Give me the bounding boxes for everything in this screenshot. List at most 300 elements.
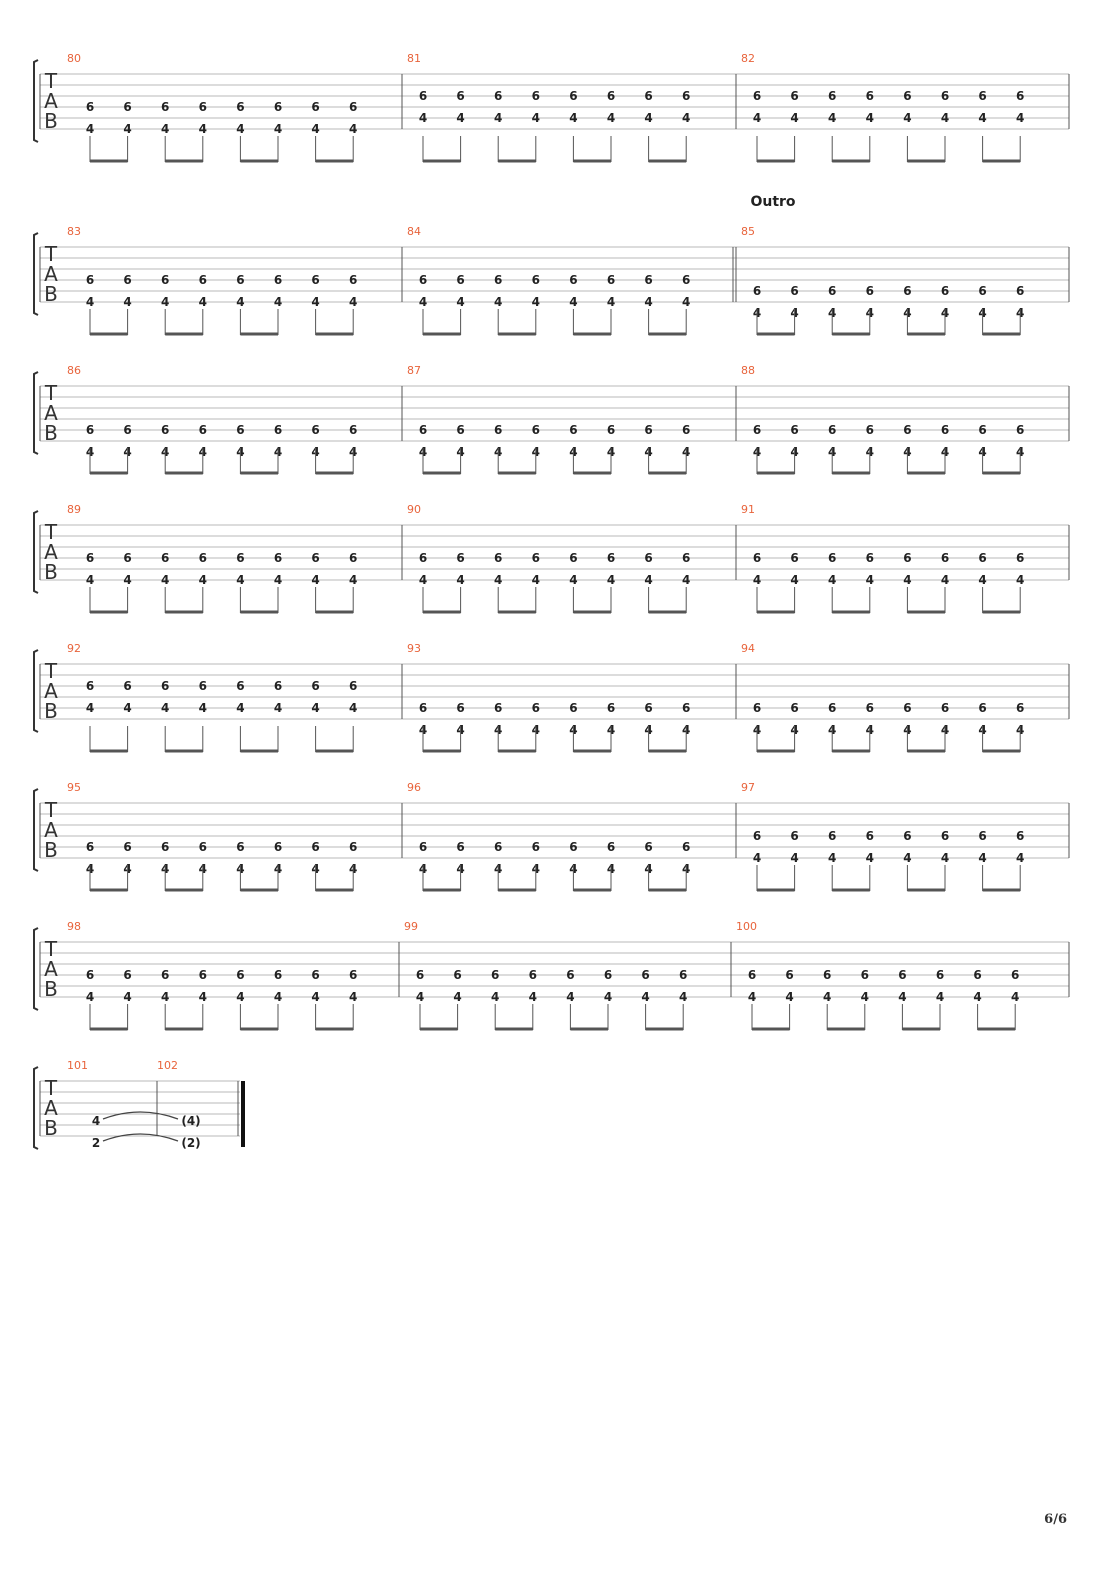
fret-number: 4: [903, 573, 912, 587]
measure-number: 93: [407, 642, 421, 655]
fret-number: 6: [236, 273, 245, 287]
fret-number: 4: [978, 851, 987, 865]
system-bracket: [34, 233, 38, 315]
fret-number: 4: [569, 445, 578, 459]
tab-clef-letter: B: [44, 838, 58, 862]
fret-number: 4: [828, 573, 837, 587]
fret-number: 4: [752, 573, 762, 587]
fret-number: 6: [453, 968, 462, 982]
measure-number: 102: [157, 1059, 178, 1072]
fret-number: 6: [644, 273, 653, 287]
fret-number: 6: [1016, 551, 1025, 565]
fret-number: 4: [236, 295, 245, 309]
fret-number: 4: [752, 306, 762, 320]
fret-number: 6: [682, 423, 691, 437]
fret-number: 6: [531, 840, 540, 854]
fret-number: 6: [236, 100, 245, 114]
fret-number: 6: [603, 968, 613, 982]
fret-number: 4: [940, 723, 950, 737]
fret-number: 6: [311, 968, 320, 982]
fret-number: 4: [198, 122, 207, 136]
fret-number: 4: [978, 111, 987, 125]
fret-number: 4: [123, 862, 132, 876]
fret-number: 4: [865, 851, 874, 865]
fret-number: 4: [978, 573, 987, 587]
fret-number: 6: [456, 701, 465, 715]
fret-number: 6: [569, 89, 578, 103]
measure-number: 87: [407, 364, 421, 377]
fret-number: 6: [311, 551, 320, 565]
fret-number: 6: [236, 423, 245, 437]
fret-number: 4: [566, 990, 575, 1004]
section-label-outro: Outro: [750, 194, 796, 210]
fret-number: 4: [1011, 990, 1020, 1004]
fret-number: 4: [790, 851, 799, 865]
tab-clef-letter: T: [44, 798, 58, 822]
fret-number: 4: [528, 990, 537, 1004]
fret-number: 6: [494, 701, 503, 715]
fret-number: 6: [418, 701, 428, 715]
fret-number: 4: [236, 445, 245, 459]
fret-number: 4: [828, 723, 837, 737]
fret-number: 6: [456, 840, 465, 854]
fret-number: 6: [273, 840, 283, 854]
fret-number: 4: [198, 862, 207, 876]
fret-number: 6: [682, 840, 691, 854]
fret-number: 6: [752, 701, 762, 715]
fret-number: 6: [860, 968, 869, 982]
fret-number: 4: [236, 990, 245, 1004]
fret-number: 4: [456, 295, 465, 309]
fret-number: 6: [494, 840, 503, 854]
fret-number: 6: [123, 273, 132, 287]
fret-number: 4: [161, 701, 170, 715]
fret-number: 4: [531, 445, 540, 459]
fret-number: 4: [679, 990, 688, 1004]
fret-number: 4: [236, 862, 245, 876]
fret-number: 4: [569, 295, 578, 309]
fret-number: 4: [973, 990, 982, 1004]
tab-clef-letter: T: [44, 69, 58, 93]
fret-number: 4: [531, 573, 540, 587]
fret-number: 6: [606, 701, 616, 715]
fret-number: 4: [752, 111, 762, 125]
fret-number: 4: [494, 445, 503, 459]
fret-number: 6: [747, 968, 757, 982]
fret-number: 6: [349, 679, 358, 693]
fret-number: 6: [682, 273, 691, 287]
fret-number: 6: [123, 840, 132, 854]
fret-number: 4: [161, 573, 170, 587]
fret-number: 4: [349, 862, 358, 876]
fret-number: 6: [569, 701, 578, 715]
fret-number: 4: [531, 723, 540, 737]
fret-number: 4: [349, 122, 358, 136]
fret-number: 6: [273, 273, 283, 287]
fret-number: 4: [418, 573, 428, 587]
fret-number: 6: [123, 423, 132, 437]
fret-number: 6: [161, 679, 170, 693]
fret-number: 4: [456, 111, 465, 125]
fret-number: 6: [682, 701, 691, 715]
fret-number: 6: [752, 829, 762, 843]
fret-number: 6: [456, 551, 465, 565]
fret-number: 4: [273, 122, 283, 136]
fret-number: 6: [828, 551, 837, 565]
fret-number: 6: [311, 679, 320, 693]
fret-number: 4: [494, 111, 503, 125]
measure-number: 81: [407, 52, 421, 65]
fret-number: 6: [236, 679, 245, 693]
fret-number: 4: [978, 723, 987, 737]
fret-number: 4: [311, 573, 320, 587]
fret-number: 6: [236, 840, 245, 854]
fret-number: 4: [940, 573, 950, 587]
tab-clef-letter: A: [44, 957, 58, 981]
final-thick-barline: [241, 1081, 245, 1147]
fret-number: 6: [349, 968, 358, 982]
fret-number: 6: [682, 89, 691, 103]
fret-number: 6: [123, 968, 132, 982]
fret-number: 6: [903, 284, 912, 298]
fret-number: 4: [644, 445, 653, 459]
fret-number: 6: [978, 551, 987, 565]
fret-number: 4: [903, 445, 912, 459]
tab-clef-letter: B: [44, 421, 58, 445]
fret-number: 6: [1016, 829, 1025, 843]
fret-number: 6: [606, 551, 616, 565]
fret-number: 6: [790, 701, 799, 715]
fret-number: 4: [494, 723, 503, 737]
fret-number: 6: [236, 968, 245, 982]
fret-number: 6: [790, 829, 799, 843]
fret-number: 4: [161, 295, 170, 309]
fret-number: 4: [903, 306, 912, 320]
fret-number: 4: [1016, 111, 1025, 125]
fret-number: 4: [311, 862, 320, 876]
fret-number: 4: [161, 122, 170, 136]
fret-number: 6: [1016, 423, 1025, 437]
fret-number: 6: [644, 840, 653, 854]
fret-number: 6: [641, 968, 650, 982]
fret-number: 6: [828, 89, 837, 103]
fret-number: 4: [161, 862, 170, 876]
fret-number: 4: [903, 723, 912, 737]
fret-number: 6: [311, 100, 320, 114]
fret-number: 6: [785, 968, 794, 982]
fret-number: 6: [418, 423, 428, 437]
fret-number: 6: [682, 551, 691, 565]
tab-system: [34, 642, 1069, 752]
fret-number: 6: [349, 551, 358, 565]
fret-number: 4: [606, 573, 616, 587]
fret-number: 6: [85, 423, 95, 437]
tab-clef-letter: B: [44, 977, 58, 1001]
fret-number: 6: [418, 89, 428, 103]
fret-number: 6: [828, 423, 837, 437]
fret-number: 4: [940, 111, 950, 125]
fret-number: 4: [418, 723, 428, 737]
tab-system: [34, 920, 1069, 1030]
fret-number: 4: [456, 573, 465, 587]
fret-number: 6: [940, 284, 950, 298]
fret-number: 6: [903, 423, 912, 437]
measure-number: 97: [741, 781, 755, 794]
fret-number: 4: [823, 990, 832, 1004]
fret-number: 4: [682, 445, 691, 459]
fret-number: 4: [85, 295, 95, 309]
fret-number: 4: [1016, 851, 1025, 865]
fret-number: 6: [978, 284, 987, 298]
system-bracket: [34, 511, 38, 593]
fret-number: 6: [85, 968, 95, 982]
fret-number: 6: [644, 551, 653, 565]
fret-number: 4: [606, 723, 616, 737]
fret-number: 4: [123, 573, 132, 587]
fret-number: 6: [865, 551, 874, 565]
fret-number: 4: [940, 445, 950, 459]
fret-number: 4: [85, 573, 95, 587]
fret-number: 4: [273, 445, 283, 459]
fret-number: 4: [606, 862, 616, 876]
fret-number: 6: [940, 829, 950, 843]
fret-number: 6: [569, 273, 578, 287]
fret-number: 4: [747, 990, 757, 1004]
fret-number: 6: [569, 551, 578, 565]
fret-number: 4: [198, 445, 207, 459]
fret-number: 6: [865, 829, 874, 843]
fret-number: 6: [606, 840, 616, 854]
tab-system: [34, 503, 1069, 613]
fret-number: 4: [790, 723, 799, 737]
fret-number: 6: [606, 89, 616, 103]
fret-number: 4: [790, 573, 799, 587]
system-bracket: [34, 650, 38, 732]
fret-number: 6: [311, 273, 320, 287]
fret-number: 4: [644, 573, 653, 587]
fret-number: 4: [860, 990, 869, 1004]
fret-number: 6: [123, 551, 132, 565]
fret-number: 6: [161, 100, 170, 114]
fret-number: 6: [828, 284, 837, 298]
fret-number: 6: [418, 551, 428, 565]
tied-fret-number: (4): [181, 1114, 201, 1128]
fret-number: 6: [494, 89, 503, 103]
fret-number: 6: [531, 551, 540, 565]
fret-number: 6: [198, 968, 207, 982]
fret-number: 4: [569, 862, 578, 876]
measure-number: 98: [67, 920, 81, 933]
fret-number: 4: [198, 295, 207, 309]
measure-number: 85: [741, 225, 755, 238]
fret-number: 6: [790, 89, 799, 103]
fret-number: 6: [790, 423, 799, 437]
measure-number: 82: [741, 52, 755, 65]
fret-number: 6: [790, 551, 799, 565]
fret-number: 6: [415, 968, 425, 982]
fret-number: 6: [494, 423, 503, 437]
fret-number: 4: [940, 306, 950, 320]
fret-number: 4: [1016, 573, 1025, 587]
fret-number: 4: [311, 445, 320, 459]
fret-number: 4: [903, 851, 912, 865]
fret-number: 4: [91, 1114, 101, 1128]
tab-clef-letter: A: [44, 540, 58, 564]
fret-number: 4: [273, 295, 283, 309]
measure-number: 90: [407, 503, 421, 516]
fret-number: 6: [123, 100, 132, 114]
system-bracket: [34, 789, 38, 871]
fret-number: 4: [273, 701, 283, 715]
fret-number: 6: [273, 551, 283, 565]
fret-number: 4: [85, 122, 95, 136]
fret-number: 4: [418, 111, 428, 125]
fret-number: 4: [85, 862, 95, 876]
fret-number: 4: [828, 851, 837, 865]
fret-number: 6: [273, 679, 283, 693]
tab-clef-letter: B: [44, 109, 58, 133]
tab-clef-letter: B: [44, 282, 58, 306]
fret-number: 6: [349, 273, 358, 287]
fret-number: 4: [161, 990, 170, 1004]
fret-number: 4: [606, 295, 616, 309]
fret-number: 6: [679, 968, 688, 982]
fret-number: 4: [123, 445, 132, 459]
tab-clef-letter: A: [44, 262, 58, 286]
fret-number: 4: [752, 851, 762, 865]
measure-number: 84: [407, 225, 421, 238]
fret-number: 6: [273, 100, 283, 114]
fret-number: 6: [85, 551, 95, 565]
fret-number: 4: [456, 862, 465, 876]
fret-number: 4: [236, 573, 245, 587]
fret-number: 6: [973, 968, 982, 982]
fret-number: 4: [415, 990, 425, 1004]
fret-number: 6: [198, 679, 207, 693]
fret-number: 6: [85, 840, 95, 854]
fret-number: 4: [682, 723, 691, 737]
measure-number: 101: [67, 1059, 88, 1072]
fret-number: 4: [1016, 306, 1025, 320]
fret-number: 6: [456, 89, 465, 103]
fret-number: 6: [349, 840, 358, 854]
fret-number: 4: [198, 990, 207, 1004]
tab-clef-letter: T: [44, 659, 58, 683]
fret-number: 4: [311, 122, 320, 136]
fret-number: 4: [349, 295, 358, 309]
fret-number: 6: [903, 829, 912, 843]
fret-number: 6: [161, 968, 170, 982]
fret-number: 6: [349, 100, 358, 114]
fret-number: 6: [198, 100, 207, 114]
tab-system: [34, 364, 1069, 474]
fret-number: 6: [644, 89, 653, 103]
fret-number: 6: [940, 551, 950, 565]
tab-clef-letter: T: [44, 520, 58, 544]
fret-number: 4: [644, 111, 653, 125]
measure-number: 92: [67, 642, 81, 655]
fret-number: 6: [606, 423, 616, 437]
system-bracket: [34, 60, 38, 142]
tab-clef-letter: T: [44, 242, 58, 266]
fret-number: 6: [752, 89, 762, 103]
tab-system: [34, 225, 1069, 335]
fret-number: 6: [978, 89, 987, 103]
fret-number: 6: [865, 284, 874, 298]
fret-number: 6: [161, 273, 170, 287]
fret-number: 4: [311, 295, 320, 309]
fret-number: 4: [418, 295, 428, 309]
fret-number: 6: [903, 551, 912, 565]
fret-number: 4: [456, 723, 465, 737]
measure-number: 95: [67, 781, 81, 794]
fret-number: 6: [752, 284, 762, 298]
fret-number: 6: [531, 701, 540, 715]
fret-number: 4: [978, 445, 987, 459]
fret-number: 4: [236, 701, 245, 715]
fret-number: 4: [273, 573, 283, 587]
fret-number: 6: [418, 273, 428, 287]
tied-fret-number: (2): [181, 1136, 201, 1150]
fret-number: 6: [752, 423, 762, 437]
fret-number: 4: [453, 990, 462, 1004]
tab-clef-letter: A: [44, 1096, 58, 1120]
tab-clef-letter: T: [44, 1076, 58, 1100]
fret-number: 4: [606, 445, 616, 459]
fret-number: 6: [865, 701, 874, 715]
fret-number: 6: [198, 273, 207, 287]
fret-number: 6: [566, 968, 575, 982]
fret-number: 6: [790, 284, 799, 298]
fret-number: 4: [1016, 723, 1025, 737]
fret-number: 6: [531, 423, 540, 437]
fret-number: 6: [349, 423, 358, 437]
fret-number: 4: [531, 111, 540, 125]
fret-number: 4: [418, 862, 428, 876]
fret-number: 6: [273, 968, 283, 982]
fret-number: 4: [898, 990, 907, 1004]
fret-number: 4: [790, 445, 799, 459]
fret-number: 4: [752, 723, 762, 737]
page-number: 6/6: [1044, 1512, 1067, 1527]
fret-number: 4: [682, 573, 691, 587]
fret-number: 6: [123, 679, 132, 693]
fret-number: 6: [644, 701, 653, 715]
measure-number: 80: [67, 52, 81, 65]
fret-number: 6: [865, 423, 874, 437]
fret-number: 4: [682, 862, 691, 876]
fret-number: 4: [828, 306, 837, 320]
fret-number: 4: [644, 862, 653, 876]
fret-number: 4: [978, 306, 987, 320]
tab-clef-letter: B: [44, 699, 58, 723]
fret-number: 6: [940, 701, 950, 715]
fret-number: 6: [898, 968, 907, 982]
fret-number: 4: [752, 445, 762, 459]
fret-number: 4: [603, 990, 613, 1004]
fret-number: 6: [85, 273, 95, 287]
measure-number: 91: [741, 503, 755, 516]
fret-number: 6: [494, 551, 503, 565]
fret-number: 6: [198, 840, 207, 854]
fret-number: 4: [606, 111, 616, 125]
measure-number: 100: [736, 920, 757, 933]
fret-number: 4: [349, 990, 358, 1004]
fret-number: 6: [456, 423, 465, 437]
fret-number: 6: [978, 829, 987, 843]
fret-number: 6: [1011, 968, 1020, 982]
fret-number: 4: [865, 573, 874, 587]
